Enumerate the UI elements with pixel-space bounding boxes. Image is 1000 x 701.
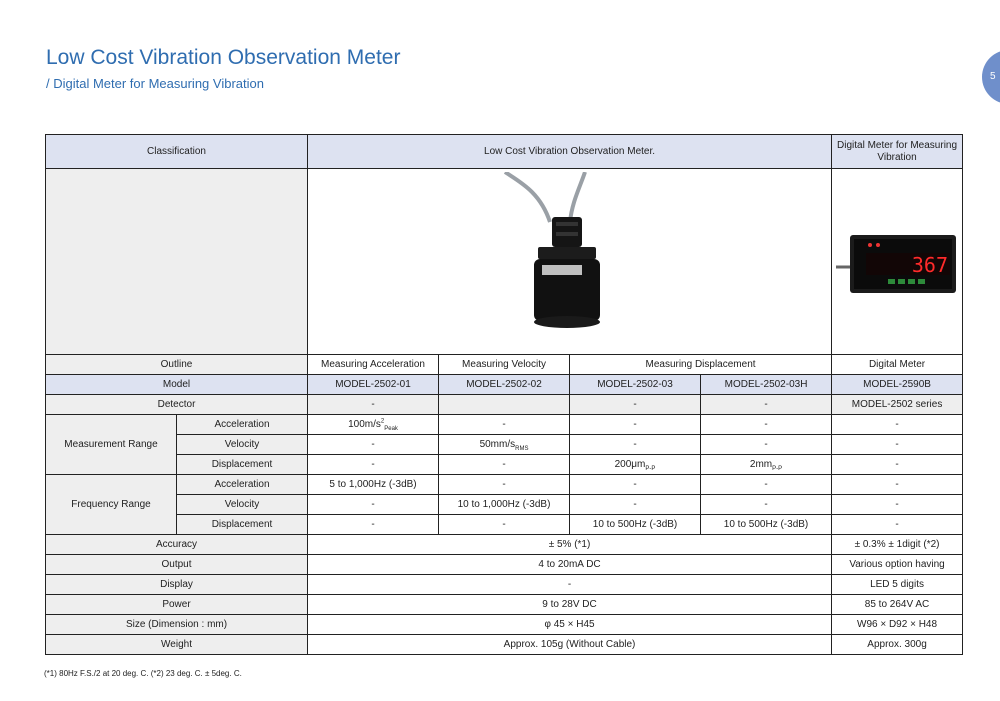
image-row-label bbox=[46, 169, 308, 355]
frequency-cell: 10 to 500Hz (-3dB) bbox=[570, 515, 701, 535]
measurement-cell: - bbox=[570, 435, 701, 455]
measurement-cell: - bbox=[308, 435, 439, 455]
accuracy-low-cost: ± 5% (*1) bbox=[308, 535, 832, 555]
detector-cell: - bbox=[308, 395, 439, 415]
frequency-range-row bbox=[46, 475, 963, 495]
measurement-cell: - bbox=[570, 415, 701, 435]
frequency-sub-label: Acceleration bbox=[177, 475, 308, 495]
frequency-cell: - bbox=[570, 475, 701, 495]
value-subscript: P-P bbox=[645, 465, 656, 472]
model-cell: MODEL-2502-03H bbox=[701, 375, 832, 395]
measurement-range-row bbox=[46, 415, 963, 435]
frequency-cell: - bbox=[701, 475, 832, 495]
size-row bbox=[46, 615, 963, 635]
display-digital: LED 5 digits bbox=[832, 575, 963, 595]
weight-label: Weight bbox=[46, 635, 308, 655]
outline-cell: Measuring Displacement bbox=[570, 355, 832, 375]
detector-cell: - bbox=[701, 395, 832, 415]
image-row bbox=[46, 169, 963, 355]
measurement-cell bbox=[701, 455, 832, 475]
model-label: Model bbox=[46, 375, 308, 395]
outline-row bbox=[46, 355, 963, 375]
low-cost-group-header: Low Cost Vibration Observation Meter. bbox=[308, 135, 832, 169]
model-cell: MODEL-2502-03 bbox=[570, 375, 701, 395]
value-subscript: RMS bbox=[515, 445, 529, 452]
page-number-tab bbox=[982, 50, 1000, 104]
digital-meter-image bbox=[836, 227, 958, 297]
detector-cell: MODEL-2502 series bbox=[832, 395, 963, 415]
measurement-sub-label: Velocity bbox=[177, 435, 308, 455]
frequency-cell: 5 to 1,000Hz (-3dB) bbox=[308, 475, 439, 495]
output-digital: Various option having bbox=[832, 555, 963, 575]
weight-digital: Approx. 300g bbox=[832, 635, 963, 655]
frequency-cell: - bbox=[701, 495, 832, 515]
frequency-range-label: Frequency Range bbox=[46, 475, 177, 535]
measurement-cell: - bbox=[832, 435, 963, 455]
value-text: 100m/s bbox=[348, 418, 381, 430]
measurement-cell: - bbox=[439, 415, 570, 435]
output-low-cost: 4 to 20mA DC bbox=[308, 555, 832, 575]
outline-cell: Measuring Acceleration bbox=[308, 355, 439, 375]
spec-table bbox=[45, 134, 963, 655]
size-label: Size (Dimension : mm) bbox=[46, 615, 308, 635]
frequency-cell: - bbox=[570, 495, 701, 515]
frequency-cell: 10 to 500Hz (-3dB) bbox=[701, 515, 832, 535]
power-label: Power bbox=[46, 595, 308, 615]
footnote: (*1) 80Hz F.S./2 at 20 deg. C. (*2) 23 deg. C. ± 5deg. C. bbox=[44, 669, 242, 678]
model-cell: MODEL-2590B bbox=[832, 375, 963, 395]
sensor-photo-cell bbox=[308, 169, 832, 355]
measurement-range-label: Measurement Range bbox=[46, 415, 177, 475]
frequency-cell: - bbox=[308, 515, 439, 535]
power-row bbox=[46, 595, 963, 615]
digital-meter-photo-cell bbox=[832, 169, 963, 355]
frequency-cell: - bbox=[308, 495, 439, 515]
measurement-cell bbox=[439, 435, 570, 455]
size-digital: W96 × D92 × H48 bbox=[832, 615, 963, 635]
measurement-cell: - bbox=[832, 455, 963, 475]
outline-cell: Digital Meter bbox=[832, 355, 963, 375]
page-number: 5 bbox=[990, 71, 996, 82]
measurement-range-row bbox=[46, 435, 963, 455]
page-title: Low Cost Vibration Observation Meter bbox=[46, 46, 401, 69]
frequency-sub-label: Velocity bbox=[177, 495, 308, 515]
display-row bbox=[46, 575, 963, 595]
value-subscript: P-P bbox=[772, 465, 783, 472]
page-subtitle: / Digital Meter for Measuring Vibration bbox=[46, 76, 264, 91]
measurement-cell bbox=[308, 415, 439, 435]
frequency-cell: - bbox=[439, 475, 570, 495]
measurement-sub-label: Displacement bbox=[177, 455, 308, 475]
measurement-cell: - bbox=[701, 435, 832, 455]
digital-group-header: Digital Meter for Measuring Vibration bbox=[832, 135, 963, 169]
vibration-sensor-image bbox=[500, 172, 640, 352]
measurement-range-row bbox=[46, 455, 963, 475]
measurement-cell: - bbox=[439, 455, 570, 475]
frequency-sub-label: Displacement bbox=[177, 515, 308, 535]
measurement-cell: - bbox=[832, 415, 963, 435]
measurement-cell bbox=[570, 455, 701, 475]
value-text: 200μm bbox=[614, 458, 646, 470]
frequency-cell: 10 to 1,000Hz (-3dB) bbox=[439, 495, 570, 515]
size-low-cost: φ 45 × H45 bbox=[308, 615, 832, 635]
output-label: Output bbox=[46, 555, 308, 575]
value-text: 50mm/s bbox=[479, 438, 516, 450]
output-row bbox=[46, 555, 963, 575]
measurement-cell: - bbox=[308, 455, 439, 475]
power-low-cost: 9 to 28V DC bbox=[308, 595, 832, 615]
model-cell: MODEL-2502-01 bbox=[308, 375, 439, 395]
frequency-range-row bbox=[46, 495, 963, 515]
header-row bbox=[46, 135, 963, 169]
value-subscript: Peak bbox=[384, 425, 398, 432]
measurement-sub-label: Acceleration bbox=[177, 415, 308, 435]
measurement-cell: - bbox=[701, 415, 832, 435]
frequency-cell: - bbox=[832, 495, 963, 515]
detector-cell bbox=[439, 395, 570, 415]
accuracy-row bbox=[46, 535, 963, 555]
outline-label: Outline bbox=[46, 355, 308, 375]
value-superscript: 2 bbox=[380, 418, 385, 425]
value-text: 2mm bbox=[749, 458, 773, 470]
accuracy-digital: ± 0.3% ± 1digit (*2) bbox=[832, 535, 963, 555]
detector-label: Detector bbox=[46, 395, 308, 415]
display-label: Display bbox=[46, 575, 308, 595]
classification-header: Classification bbox=[46, 135, 308, 169]
weight-row bbox=[46, 635, 963, 655]
weight-low-cost: Approx. 105g (Without Cable) bbox=[308, 635, 832, 655]
display-low-cost: - bbox=[308, 575, 832, 595]
power-digital: 85 to 264V AC bbox=[832, 595, 963, 615]
model-row bbox=[46, 375, 963, 395]
detector-row bbox=[46, 395, 963, 415]
meter-led-display: 367 bbox=[911, 252, 949, 277]
model-cell: MODEL-2502-02 bbox=[439, 375, 570, 395]
frequency-range-row bbox=[46, 515, 963, 535]
accuracy-label: Accuracy bbox=[46, 535, 308, 555]
frequency-cell: - bbox=[439, 515, 570, 535]
frequency-cell: - bbox=[832, 515, 963, 535]
frequency-cell: - bbox=[832, 475, 963, 495]
detector-cell: - bbox=[570, 395, 701, 415]
outline-cell: Measuring Velocity bbox=[439, 355, 570, 375]
